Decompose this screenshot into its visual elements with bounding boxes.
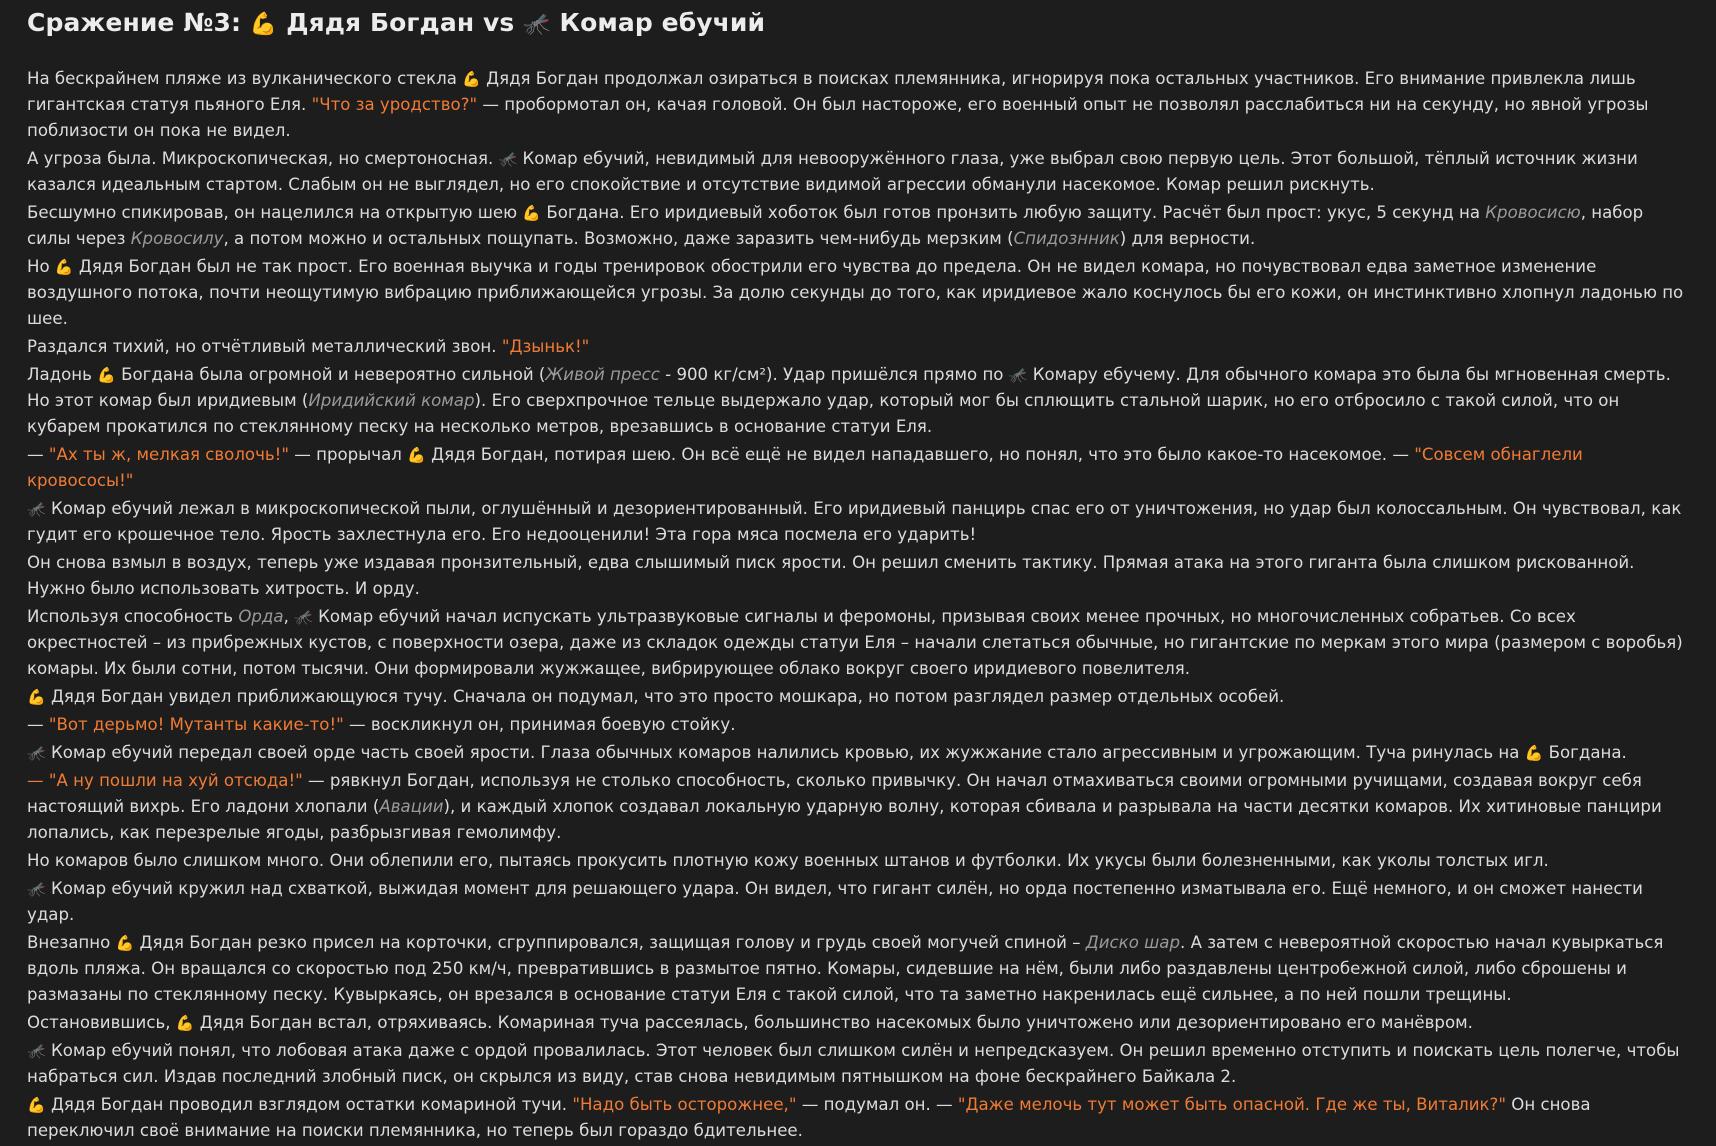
story-paragraph xyxy=(27,848,1687,874)
flexed-biceps-icon: 💪 xyxy=(54,258,74,276)
ability-name: Иридийский комар xyxy=(308,391,475,410)
story-paragraph xyxy=(27,604,1687,682)
story-paragraph xyxy=(27,1010,1687,1036)
ability-name: Спидознник xyxy=(1013,229,1120,248)
story-paragraph xyxy=(27,442,1687,494)
story-text: Комару ебучему. Для обычного комара это была бы мгновенная смерть. Но этот комар был иридиевым ( xyxy=(27,365,1671,410)
story-text: Дядя Богдан увидел приближающуюся тучу. Сначала он подумал, что это просто мошкара, но потом разглядел размер отдельных особей. xyxy=(45,687,1285,706)
story-text: Комар ебучий лежал в микроскопической пыли, оглушённый и дезориентированный. Его иридиевый панцирь спас его от уничтожения, но удар был колоссальным. Он чувствовал, как гудит его крошечное тело. Ярость захлестнула его. Его недооценили! Эта гора мяса посмела его ударить! xyxy=(27,499,1682,544)
story-text: Бесшумно спикировав, он нацелился на открытую шею xyxy=(27,203,523,222)
dialogue-quote: "Совсем обнаглели кровососы!" xyxy=(27,445,1583,490)
story-text: — воскликнул он, принимая боевую стойку. xyxy=(343,715,736,734)
mosquito-icon: 🦟 xyxy=(27,744,46,762)
story-paragraph xyxy=(27,768,1687,846)
dialogue-quote: "Надо быть осторожнее," xyxy=(572,1095,797,1114)
flexed-biceps-icon: 💪 xyxy=(175,1014,195,1032)
ability-name: Живой пресс xyxy=(545,365,660,384)
story-text: Богдана была огромной и невероятно сильной ( xyxy=(115,365,546,384)
dialogue-quote: "Дзыньк!" xyxy=(501,337,590,356)
story-paragraph xyxy=(27,712,1687,738)
story-text: Дядя Богдан резко присел на корточки, сгруппировался, защищая голову и грудь своей могучей спиной – xyxy=(134,933,1086,952)
story-text: , а потом можно и остальных пощупать. Возможно, даже заразить чем-нибудь мерзким ( xyxy=(223,229,1014,248)
dialogue-quote: — "А ну пошли на хуй отсюда!" xyxy=(27,771,303,790)
battle-story xyxy=(27,66,1687,1144)
story-text: На бескрайнем пляже из вулканического стекла xyxy=(27,69,463,88)
story-text: Дядя Богдан продолжал озираться в поисках племянника, игнорируя пока остальных участников. Его внимание привлекла лишь гигантская статуя пьяного Еля. xyxy=(27,69,1636,114)
dialogue-quote: "Вот дерьмо! Мутанты какие-то!" xyxy=(48,715,344,734)
story-paragraph xyxy=(27,1038,1687,1090)
story-text: Богдана. Его иридиевый хоботок был готов пронзить любую защиту. Расчёт был прост: укус, 5 секунд на xyxy=(541,203,1486,222)
story-paragraph xyxy=(27,362,1687,440)
story-text: Используя способность xyxy=(27,607,239,626)
story-paragraph xyxy=(27,66,1687,144)
ability-name: Диско шар xyxy=(1085,933,1181,952)
story-paragraph xyxy=(27,876,1687,928)
flexed-biceps-icon: 💪 xyxy=(115,934,135,952)
fighter-b-name: Комар ебучий xyxy=(559,8,766,37)
story-text: Дядя Богдан, потирая шею. Он всё ещё не видел нападавшего, но понял, что это было какое-то насекомое. — xyxy=(425,445,1415,464)
story-text: Внезапно xyxy=(27,933,116,952)
title-prefix: Сражение №3: xyxy=(27,8,242,37)
mosquito-icon: 🦟 xyxy=(27,880,46,898)
battle-title xyxy=(27,8,1687,40)
story-text: , xyxy=(283,607,295,626)
flexed-biceps-icon: 💪 xyxy=(97,366,116,384)
story-paragraph xyxy=(27,1092,1687,1144)
story-paragraph xyxy=(27,334,1687,360)
story-paragraph xyxy=(27,550,1687,602)
story-text: . А затем с невероятной скоростью начал кувыркаться вдоль пляжа. Он вращался со скоростью под 250 км/ч, превратившись в размытое пятно. Комары, сидевшие на нём, были либо раздавлены центробежной силой, либо сброшены и размазаны по стеклянному песку. Кувыркаясь, он врезался в основание статуи Еля с такой силой, что та заметно накренилась ещё сильнее, а по ней пошли трещины. xyxy=(27,933,1664,1004)
story-paragraph xyxy=(27,740,1687,766)
mosquito-icon: 🦟 xyxy=(27,500,46,518)
story-text: Комар ебучий начал испускать ультразвуковые сигналы и феромоны, призывая своих менее прочных, но многочисленных собратьев. Со всех окрестностей – из прибрежных кустов, с поверхности озера, даже из складок одежды статуи Еля – начали слетаться обычные, но гигантские по меркам этого мира (размером с воробья) комары. Их были сотни, потом тысячи. Они формировали жужжащее, вибрирующее облако вокруг своего иридиевого повелителя. xyxy=(27,607,1683,678)
flexed-biceps-icon: 💪 xyxy=(27,688,46,706)
story-text: — xyxy=(27,445,49,464)
story-text: — рявкнул Богдан, используя не столько способность, сколько привычку. Он начал отмахиваться своими огромными ручищами, создавая вокруг себя настоящий вихрь. Его ладони хлопали ( xyxy=(27,771,1642,816)
mosquito-icon: 🦟 xyxy=(294,608,313,626)
story-text: , набор силы через xyxy=(27,203,1644,248)
story-paragraph xyxy=(27,200,1687,252)
story-text: Комар ебучий передал своей орде часть своей ярости. Глаза обычных комаров налились кровью, их жужжание стало агрессивным и угрожающим. Туча ринулась на xyxy=(45,743,1525,762)
ability-name: Кровосилу xyxy=(130,229,224,248)
story-text: Ладонь xyxy=(27,365,98,384)
mosquito-icon: 🦟 xyxy=(498,150,518,168)
story-text: Комар ебучий кружил над схваткой, выжидая момент для решающего удара. Он видел, что гигант силён, но орда постепенно изматывала его. Ещё немного, и он сможет нанести удар. xyxy=(27,879,1643,924)
dialogue-quote: "Ах ты ж, мелкая сволочь!" xyxy=(48,445,289,464)
story-paragraph xyxy=(27,254,1687,332)
flexed-biceps-icon: 💪 xyxy=(462,70,481,88)
mosquito-icon: 🦟 xyxy=(27,1042,46,1060)
story-text: Комар ебучий, невидимый для невооружённого глаза, уже выбрал свою первую цель. Этот большой, тёплый источник жизни казался идеальным стартом. Слабым он не выглядел, но его спокойствие и отсутствие видимой агрессии обманули насекомое. Комар решил рискнуть. xyxy=(27,149,1638,194)
flexed-biceps-icon: 💪 xyxy=(522,204,542,222)
story-text: — подумал он. — xyxy=(796,1095,958,1114)
story-text: Он снова переключил своё внимание на поиски племянника, но теперь был гораздо бдительнее. xyxy=(27,1095,1591,1140)
story-paragraph xyxy=(27,146,1687,198)
mosquito-icon: 🦟 xyxy=(1008,366,1028,384)
ability-name: Авации xyxy=(379,797,444,816)
versus-label: vs xyxy=(483,8,515,37)
story-text: Богдана. xyxy=(1543,743,1627,762)
story-text: Дядя Богдан проводил взглядом остатки комариной тучи. xyxy=(45,1095,573,1114)
story-text: Комар ебучий понял, что лобовая атака даже с ордой провалилась. Этот человек был слишком силён и непредсказуем. Он решил временно отступить и поискать цель полегче, чтобы набраться сил. Издав последний злобный писк, он скрылся из виду, став снова невидимым пятнышком на фоне бескрайнего Байкала 2. xyxy=(27,1041,1680,1086)
flexed-biceps-icon: 💪 xyxy=(27,1096,46,1114)
story-text: ) для верности. xyxy=(1119,229,1256,248)
story-paragraph xyxy=(27,930,1687,1008)
story-paragraph xyxy=(27,496,1687,548)
flexed-biceps-icon: 💪 xyxy=(249,12,278,37)
ability-name: Кровосисю xyxy=(1485,203,1581,222)
story-text: Раздался тихий, но отчётливый металлический звон. xyxy=(27,337,502,356)
story-text: ). Его сверхпрочное тельце выдержало удар, который мог бы сплющить стальной шарик, но его отбросило с такой силой, что он кубарем прокатился по стеклянному песку на несколько метров, врезавшись в основание статуи Еля. xyxy=(27,391,1620,436)
story-text: Остановившись, xyxy=(27,1013,176,1032)
story-text: А угроза была. Микроскопическая, но смертоносная. xyxy=(27,149,499,168)
ability-name: Орда xyxy=(238,607,284,626)
story-text: — пробормотал он, качая головой. Он был настороже, его военный опыт не позволял расслабиться ни на секунду, но явной угрозы поблизости он пока не видел. xyxy=(27,95,1649,140)
story-paragraph xyxy=(27,684,1687,710)
story-text: Дядя Богдан был не так прост. Его военная выучка и годы тренировок обострили его чувства до предела. Он не видел комара, но почувствовал едва заметное изменение воздушного потока, почти неощутимую вибрацию приближающейся угрозы. За долю секунды до того, как иридиевое жало коснулось бы его кожи, он инстинктивно хлопнул ладонью по шее. xyxy=(27,257,1684,328)
story-text: Дядя Богдан встал, отряхиваясь. Комариная туча рассеялась, большинство насекомых было уничтожено или дезориентировано его манёвром. xyxy=(194,1013,1473,1032)
story-text: — прорычал xyxy=(288,445,408,464)
mosquito-icon: 🦟 xyxy=(523,12,551,37)
story-text: - 900 кг/см²). Удар пришёлся прямо по xyxy=(659,365,1009,384)
dialogue-quote: "Что за уродство?" xyxy=(311,95,478,114)
flexed-biceps-icon: 💪 xyxy=(407,446,426,464)
story-text: ), и каждый хлопок создавал локальную ударную волну, которая сбивала и разрывала на части десятки комаров. Их хитиновые панцири лопались, как перезрелые ягоды, разбрызгивая гемолимфу. xyxy=(27,797,1662,842)
story-text: Он снова взмыл в воздух, теперь уже издавая пронзительный, едва слышимый писк ярости. Он решил сменить тактику. Прямая атака на этого гиганта была слишком рискованной. Нужно было использовать хитрость. И орду. xyxy=(27,553,1635,598)
dialogue-quote: "Даже мелочь тут может быть опасной. Где же ты, Виталик?" xyxy=(957,1095,1506,1114)
battle-document xyxy=(27,0,1687,1146)
story-text: — xyxy=(27,715,49,734)
fighter-a-name: Дядя Богдан xyxy=(286,8,475,37)
story-text: Но комаров было слишком много. Они облепили его, пытаясь прокусить плотную кожу военных штанов и футболки. Их укусы были болезненными, как уколы толстых игл. xyxy=(27,851,1549,870)
flexed-biceps-icon: 💪 xyxy=(1524,744,1544,762)
story-text: Но xyxy=(27,257,55,276)
